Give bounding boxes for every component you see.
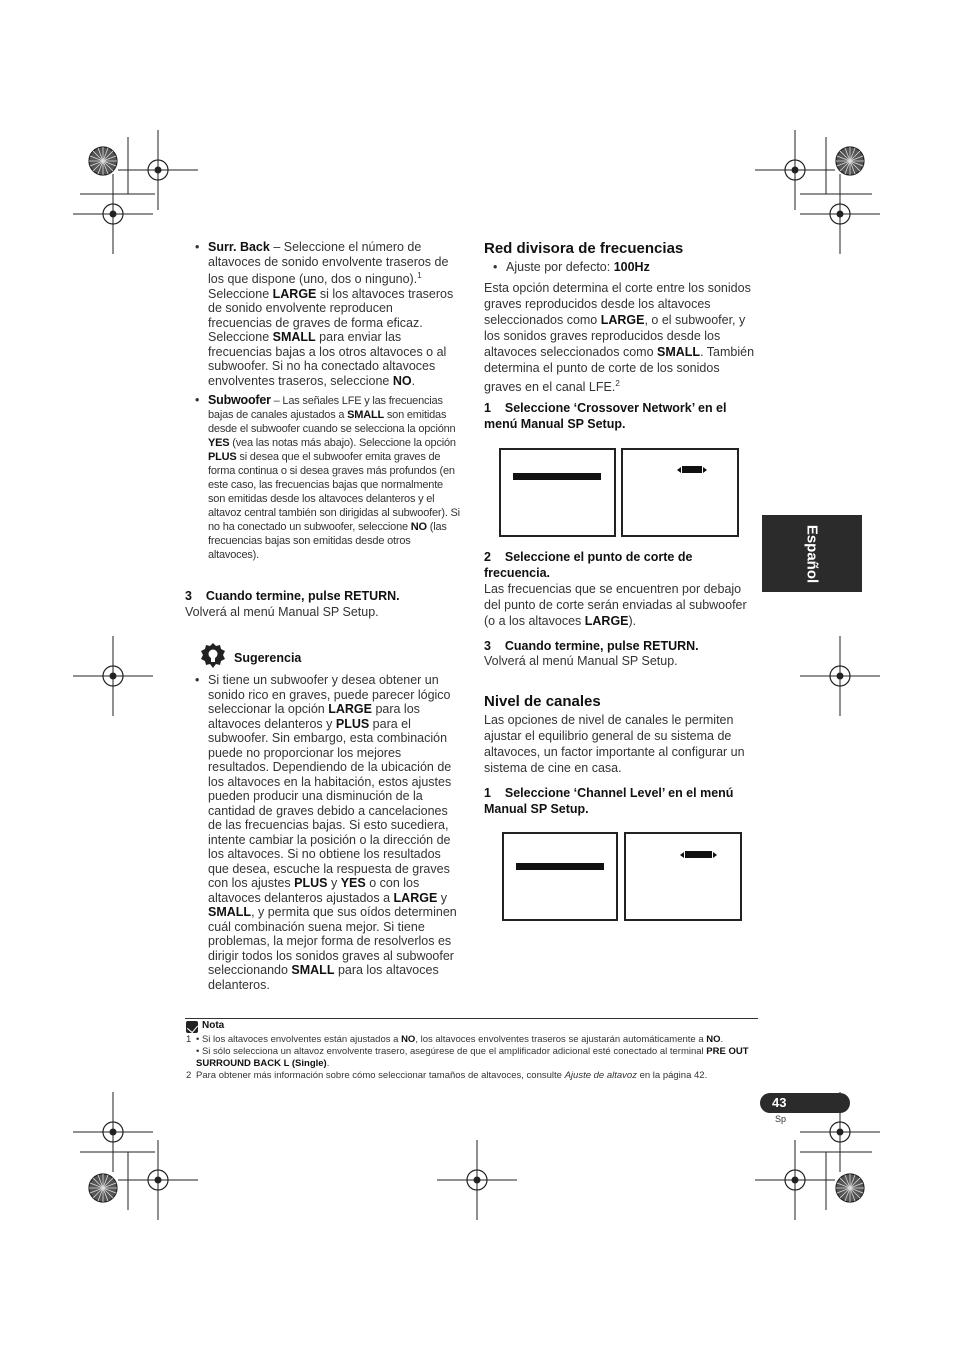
arrow-right-icon <box>713 852 717 858</box>
crossover-default: • Ajuste por defecto: 100Hz <box>493 260 650 274</box>
crossover-step-3-text: Volverá al menú Manual SP Setup. <box>484 654 678 668</box>
surr-back-item: • Surr. Back – Seleccione el número de altavoces de sonido envolvente traseros de los que dispone (uno, dos o ninguno).$^1$ Seleccione LARGE si los altavoces traseros de sonido envolvente reproducen frecuencias de graves de forma eficaz. Seleccione SMALL para enviar las frecuencias bajas a los otros altavoces o al subwoofer. Si no ha conectado altavoces envolventes traseros, seleccione NO. <box>195 240 454 388</box>
arrow-left-icon <box>680 852 684 858</box>
page-number-badge <box>760 1093 850 1113</box>
tip-text: • Si tiene un subwoofer y desea obtener un sonido rico en graves, puede parecer lógico seleccionar la opción LARGE para los altavoces delanteros y PLUS para el subwoofer. Sin embargo, esta combinación puede no proporcionar los mejores resultados. Dependiendo de la ubicación de los altavoces en la habitación, estos ajustes pueden producir una disminución de la cantidad de graves debido a cancelaciones de las frecuencias bajas. Si esto sucediera, intente cambiar la posición o la dirección de los altavoces. Si no obtiene los resultados que desea, escuche la respuesta de graves con los ajustes PLUS y YES o con los altavoces delanteros ajustados a LARGE y SMALL, y permita que sus oídos determinen cuál combinación suena mejor. Si tiene problemas, la mejor forma de resolverlos es dirigir todos los sonidos graves al subwoofer seleccionando SMALL para los altavoces delanteros. <box>195 673 457 992</box>
note-icon <box>186 1021 198 1033</box>
channel-step-1: 1 Seleccione ‘Channel Level’ en el menú Manual SP Setup. <box>484 786 734 816</box>
value-bar <box>685 851 712 858</box>
channel-description: Las opciones de nivel de canales le permiten ajustar el equilibrio general de su sistema de altavoces, un factor importante al configurar un sistema de cine en casa. <box>484 713 745 775</box>
notes-divider <box>185 1018 758 1019</box>
menu-highlight-bar <box>516 863 604 870</box>
note-2-number: 2 <box>186 1070 192 1081</box>
surr-back-term: Surr. Back <box>208 240 270 254</box>
subwoofer-term: Subwoofer <box>208 393 271 407</box>
left-step-3: 3 Cuando termine, pulse RETURN. <box>185 589 400 603</box>
notes-title: Nota <box>202 1020 225 1031</box>
channel-menu-screen <box>502 832 618 921</box>
note-2: Para obtener más información sobre cómo seleccionar tamaños de altavoces, consulte Ajuste de altavoz en la página 42. <box>196 1070 708 1081</box>
page-lang: Sp <box>775 1114 787 1124</box>
note-1a: • Si los altavoces envolventes están ajustados a NO, los altavoces envolventes traseros se ajustarán automáticamente a NO. <box>196 1034 724 1045</box>
crossover-step-2-text: Las frecuencias que se encuentren por debajo del punto de corte serán enviadas al subwoofer (o a los altavoces LARGE). <box>484 582 747 628</box>
menu-highlight-bar <box>513 473 601 480</box>
value-bar <box>682 466 702 473</box>
tip-title: Sugerencia <box>234 651 302 665</box>
page-number: 43 <box>772 1095 787 1110</box>
tip-icon <box>200 643 226 669</box>
channel-heading: Nivel de canales <box>484 693 601 710</box>
crossover-value-screen <box>621 448 739 537</box>
crossover-step-2: 2 Seleccione el punto de corte de frecuencia. <box>484 550 693 580</box>
arrow-left-icon <box>677 467 681 473</box>
arrow-right-icon <box>703 467 707 473</box>
crossover-menu-screen <box>499 448 616 537</box>
subwoofer-item: • Subwoofer – Las señales LFE y las frecuencias bajas de canales ajustados a SMALL son emitidas desde el subwoofer cuando se selecciona la opciónn YES (vea las notas más abajo). Seleccione la opción PLUS si desea que el subwoofer emita graves de forma continua o si desea graves más profundos (en este caso, las frecuencias bajas que normalmente son emitidas desde los altavoces delanteros y el altavoz central también son dirigidas al subwoofer). Si no ha conectado un subwoofer, seleccione NO (las frecuencias bajas son emitidas desde otros altavoces). <box>195 393 460 561</box>
note-1b: • Si sólo selecciona un altavoz envolvente trasero, asegúrese de que el amplificador adicional esté conectado al terminal PRE OUT SURROUND BACK L (Single). <box>196 1046 749 1069</box>
language-tab <box>762 515 862 592</box>
note-1-number: 1 <box>186 1034 192 1045</box>
crossover-description: Esta opción determina el corte entre los sonidos graves reproducidos desde los altavoces seleccionados como LARGE, o el subwoofer, y los sonidos graves reproducidos desde los altavoces seleccionados como SMALL. También determina el punto de corte de los sonidos graves en el canal LFE.$^2$ <box>484 281 755 395</box>
left-step-3-text: Volverá al menú Manual SP Setup. <box>185 605 379 619</box>
crossover-step-3: 3 Cuando termine, pulse RETURN. <box>484 639 699 653</box>
language-tab-label: Español <box>803 524 821 583</box>
crossover-step-1: 1 Seleccione ‘Crossover Network’ en el menú Manual SP Setup. <box>484 401 727 431</box>
channel-value-screen <box>624 832 742 921</box>
crossover-heading: Red divisora de frecuencias <box>484 240 684 257</box>
